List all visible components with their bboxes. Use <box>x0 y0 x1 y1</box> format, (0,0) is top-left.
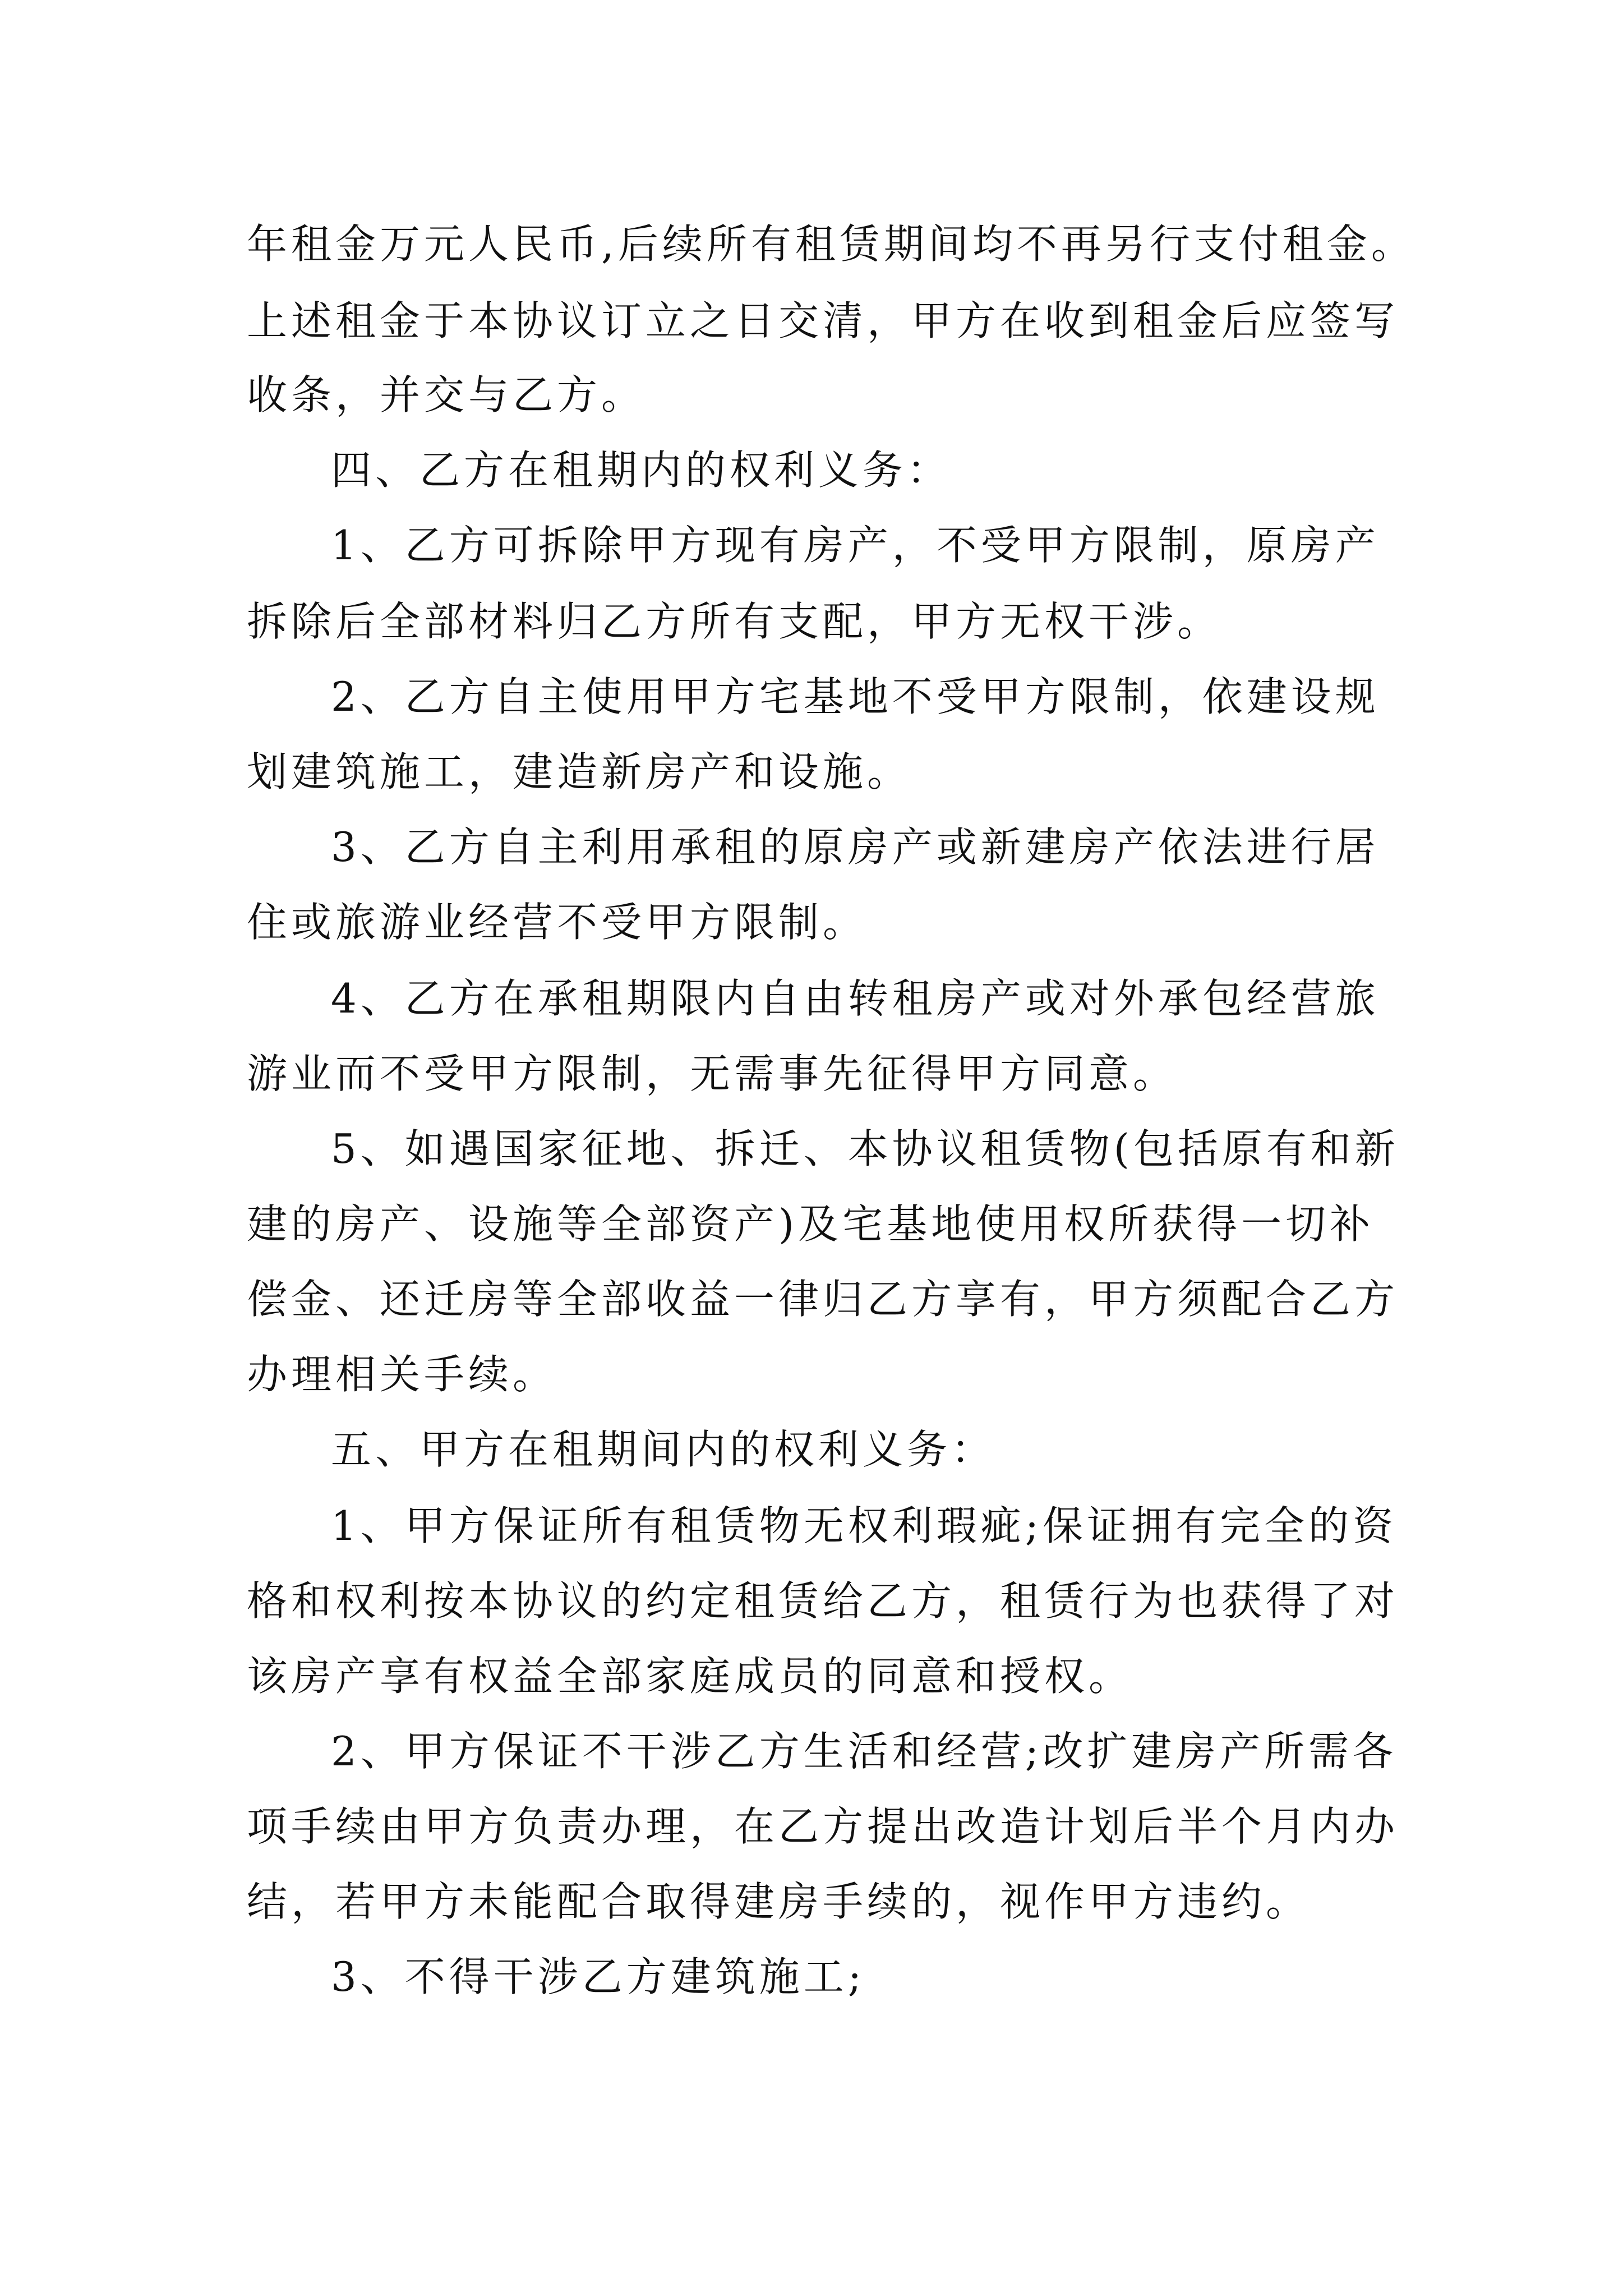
paragraph-line: 2、乙方自主使用甲方宅基地不受甲方限制，依建设规 <box>331 673 1380 720</box>
paragraph-line: 3、不得干涉乙方建筑施工; <box>331 1953 866 2000</box>
paragraph-line: 1、乙方可拆除甲方现有房产，不受甲方限制，原房产 <box>331 522 1380 569</box>
paragraph-line: 该房产享有权益全部家庭成员的同意和授权。 <box>247 1653 1133 1700</box>
paragraph-line: 上述租金于本协议订立之日交清，甲方在收到租金后应签写 <box>247 297 1399 344</box>
paragraph-line: 2、甲方保证不干涉乙方生活和经营;改扩建房产所需各 <box>331 1728 1398 1775</box>
paragraph-line: 偿金、还迁房等全部收益一律归乙方享有，甲方须配合乙方 <box>247 1276 1399 1323</box>
paragraph-line: 格和权利按本协议的约定租赁给乙方，租赁行为也获得了对 <box>247 1577 1399 1625</box>
paragraph-line: 1、甲方保证所有租赁物无权利瑕疵;保证拥有完全的资 <box>331 1502 1398 1549</box>
paragraph-line: 项手续由甲方负责办理，在乙方提出改造计划后半个月内办 <box>247 1803 1399 1850</box>
paragraph-line: 3、乙方自主利用承租的原房产或新建房产依法进行居 <box>331 823 1380 871</box>
paragraph-line: 年租金万元人民币,后续所有租赁期间均不再另行支付租金。 <box>247 220 1415 268</box>
paragraph-line: 4、乙方在承租期限内自由转租房产或对外承包经营旅 <box>331 975 1380 1022</box>
paragraph-line: 划建筑施工，建造新房产和设施。 <box>247 748 912 795</box>
section-heading: 五、甲方在租期间内的权利义务： <box>331 1426 996 1473</box>
paragraph-line: 收条，并交与乙方。 <box>247 371 646 418</box>
paragraph-line: 建的房产、设施等全部资产)及宅基地使用权所获得一切补 <box>247 1200 1375 1248</box>
paragraph-line: 办理相关手续。 <box>247 1351 557 1398</box>
paragraph-line: 5、如遇国家征地、拆迁、本协议租赁物(包括原有和新 <box>331 1125 1399 1172</box>
paragraph-line: 游业而不受甲方限制，无需事先征得甲方同意。 <box>247 1050 1178 1097</box>
paragraph-line: 住或旅游业经营不受甲方限制。 <box>247 899 868 946</box>
paragraph-line: 拆除后全部材料归乙方所有支配，甲方无权干涉。 <box>247 598 1222 645</box>
paragraph-line: 结，若甲方未能配合取得建房手续的，视作甲方违约。 <box>247 1878 1311 1925</box>
section-heading: 四、乙方在租期内的权利义务： <box>331 447 952 494</box>
